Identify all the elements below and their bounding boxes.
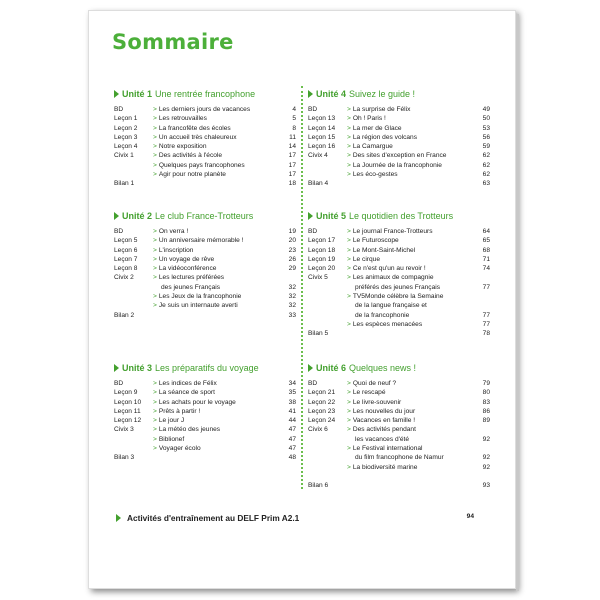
- page-number: 17: [288, 152, 296, 160]
- lesson-title: > La francofête des écoles: [153, 124, 231, 133]
- page-number: 17: [288, 171, 296, 179]
- lesson-label: BD: [114, 228, 124, 235]
- toc-row[interactable]: [308, 255, 490, 264]
- lesson-label: Leçon 1: [114, 115, 138, 123]
- lesson-label: Bilan 5: [308, 330, 329, 338]
- lesson-title: > La météo des jeunes: [153, 425, 220, 434]
- toc-row[interactable]: [114, 105, 296, 114]
- lesson-title: > Le jour J: [153, 416, 184, 425]
- unit-label: Unité 1: [122, 89, 153, 99]
- lesson-title: > Le Futuroscope: [347, 236, 399, 245]
- toc-row[interactable]: [308, 463, 490, 472]
- lesson-title: > Le Mont-Saint-Michel: [347, 246, 415, 255]
- unit-5: [308, 212, 490, 339]
- unit-heading[interactable]: [308, 364, 490, 376]
- toc-row: [308, 472, 490, 481]
- triangle-bullet-icon: [308, 212, 313, 220]
- page-number: 29: [288, 265, 296, 273]
- toc-row[interactable]: [308, 329, 490, 338]
- lesson-title: > La mer de Glace: [347, 124, 402, 133]
- column-divider: [301, 86, 303, 489]
- toc-row[interactable]: [308, 320, 490, 329]
- lesson-title: > La région des volcans: [347, 133, 417, 142]
- lesson-title: > Oh ! Paris !: [347, 114, 386, 123]
- page-number: 92: [482, 454, 490, 462]
- lesson-label: Bilan 6: [308, 482, 329, 490]
- lesson-title: du film francophone de Namur: [355, 454, 444, 462]
- unit-heading[interactable]: [114, 364, 296, 376]
- triangle-bullet-icon: [114, 364, 119, 372]
- unit-name: Le quotidien des Trotteurs: [349, 211, 454, 221]
- page-number: 78: [482, 330, 490, 338]
- toc-row[interactable]: [114, 133, 296, 142]
- lesson-title: > La séance de sport: [153, 388, 215, 397]
- toc-row[interactable]: [308, 435, 490, 444]
- lesson-label: Leçon 15: [308, 133, 336, 141]
- toc-row[interactable]: [308, 161, 490, 170]
- toc-row[interactable]: [308, 151, 490, 160]
- page-number: 23: [288, 246, 296, 254]
- toc-row[interactable]: [308, 425, 490, 434]
- lesson-title: > Les indices de Félix: [153, 379, 217, 388]
- page-number: 38: [288, 398, 296, 406]
- lesson-label: Leçon 17: [308, 237, 336, 245]
- lesson-title: les vacances d'été: [355, 435, 410, 443]
- toc-row[interactable]: [114, 425, 296, 434]
- triangle-bullet-icon: [114, 212, 119, 220]
- lesson-title: > Ce n'est qu'un au revoir !: [347, 264, 426, 273]
- lesson-title: > Vacances en famille !: [347, 416, 415, 425]
- lesson-title: > Les nouvelles du jour: [347, 407, 415, 416]
- toc-row[interactable]: [114, 379, 296, 388]
- unit-heading[interactable]: [308, 212, 490, 224]
- toc-row[interactable]: [308, 273, 490, 282]
- lesson-title: > Les derniers jours de vacances: [153, 105, 250, 114]
- toc-row[interactable]: [308, 227, 490, 236]
- triangle-bullet-icon: [308, 364, 313, 372]
- page-number: 77: [482, 311, 490, 319]
- toc-row[interactable]: [308, 124, 490, 133]
- lesson-label: Leçon 18: [308, 246, 336, 254]
- page-number: 47: [288, 435, 296, 443]
- toc-row[interactable]: [114, 246, 296, 255]
- lesson-title: > Quoi de neuf ?: [347, 379, 396, 388]
- lesson-title: > Quelques pays francophones: [153, 161, 245, 170]
- page-number: 34: [288, 380, 296, 387]
- lesson-label: BD: [114, 106, 124, 113]
- lesson-title: > La Camargue: [347, 142, 393, 151]
- lesson-label: Leçon 9: [114, 389, 138, 397]
- page-number: 32: [288, 283, 296, 291]
- lesson-label: Leçon 24: [308, 417, 336, 425]
- lesson-label: Leçon 6: [114, 246, 138, 254]
- page-number: 77: [482, 283, 490, 291]
- toc-row[interactable]: [114, 170, 296, 179]
- unit-3: [114, 364, 296, 463]
- page-number: 53: [482, 124, 490, 132]
- lesson-label: Leçon 10: [114, 398, 142, 406]
- triangle-bullet-icon: [308, 90, 313, 98]
- page-number: 44: [288, 417, 296, 425]
- lesson-title: > Les achats pour le voyage: [153, 398, 236, 407]
- toc-row[interactable]: [308, 444, 490, 453]
- toc-row[interactable]: [114, 273, 296, 282]
- lesson-label: Leçon 16: [308, 143, 336, 151]
- page-number: 71: [482, 255, 490, 263]
- toc-row[interactable]: [114, 161, 296, 170]
- delf-title: Activités d'entraînement au DELF Prim A2.1: [127, 513, 300, 523]
- toc-row[interactable]: [308, 236, 490, 245]
- lesson-label: Bilan 2: [114, 311, 135, 319]
- lesson-title: > Biblionef: [153, 435, 184, 444]
- lesson-title: > L'inscription: [153, 246, 193, 255]
- page-number: 62: [482, 161, 490, 169]
- toc-row[interactable]: [308, 246, 490, 255]
- toc-row[interactable]: [114, 407, 296, 416]
- lesson-title: > Le livre-souvenir: [347, 398, 401, 407]
- lesson-title: > Les éco-gestes: [347, 170, 398, 179]
- lesson-title: > Prêts à partir !: [153, 407, 200, 416]
- page-number: 47: [288, 426, 296, 434]
- page-number: 83: [482, 398, 490, 406]
- lesson-title: > Des activités pendant: [347, 425, 416, 434]
- unit-label: Unité 2: [122, 211, 153, 221]
- toc-row[interactable]: [114, 124, 296, 133]
- unit-name: Suivez le guide !: [349, 89, 416, 99]
- lesson-label: Bilan 1: [114, 180, 135, 188]
- page-number: 18: [288, 180, 296, 188]
- lesson-title: de la langue française et: [355, 302, 427, 310]
- lesson-title: > La vidéoconférence: [153, 264, 216, 273]
- page-number: 32: [288, 302, 296, 310]
- page-number: 50: [482, 115, 490, 123]
- lesson-label: Leçon 19: [308, 255, 336, 263]
- lesson-label: Civix 2: [114, 274, 134, 282]
- toc-row[interactable]: [114, 151, 296, 160]
- toc-row[interactable]: [308, 133, 490, 142]
- toc-row[interactable]: [308, 379, 490, 388]
- page-number: 86: [482, 407, 490, 415]
- lesson-title: préférés des jeunes Français: [355, 283, 441, 291]
- lesson-label: Leçon 13: [308, 115, 336, 123]
- toc-row[interactable]: [308, 179, 490, 188]
- lesson-label: BD: [308, 228, 318, 235]
- page-number: 65: [482, 237, 490, 245]
- unit-name: Les préparatifs du voyage: [155, 363, 259, 373]
- lesson-label: Bilan 4: [308, 180, 329, 188]
- toc-row[interactable]: [114, 398, 296, 407]
- toc-row[interactable]: [114, 444, 296, 453]
- lesson-label: BD: [114, 380, 124, 387]
- toc-row[interactable]: [308, 170, 490, 179]
- lesson-label: Leçon 20: [308, 265, 336, 273]
- lesson-title: > TV5Monde célèbre la Semaine: [347, 292, 443, 301]
- toc-row[interactable]: [308, 105, 490, 114]
- page-edge-shadow: [516, 14, 519, 591]
- page-number: 56: [482, 133, 490, 141]
- unit-name: Quelques news !: [349, 363, 417, 373]
- page-number: 79: [482, 380, 490, 387]
- lesson-title: > La Journée de la francophonie: [347, 161, 442, 170]
- page-number: 68: [482, 246, 490, 254]
- toc-row[interactable]: [114, 292, 296, 301]
- page-number: 33: [288, 311, 296, 319]
- lesson-label: Civix 1: [114, 152, 134, 160]
- page-number: 80: [482, 389, 490, 397]
- lesson-title: > La biodiversité marine: [347, 463, 417, 472]
- toc-row[interactable]: [308, 311, 490, 320]
- toc-row[interactable]: [114, 142, 296, 151]
- toc-row[interactable]: [114, 453, 296, 462]
- delf-entry[interactable]: [116, 513, 474, 525]
- page-number: 11: [289, 133, 296, 141]
- page-number: 63: [482, 180, 490, 188]
- lesson-label: BD: [308, 106, 318, 113]
- toc-row[interactable]: [114, 283, 296, 292]
- toc-row[interactable]: [114, 236, 296, 245]
- toc-row[interactable]: [308, 453, 490, 462]
- toc-row[interactable]: [308, 283, 490, 292]
- page-number: 41: [288, 407, 296, 415]
- toc-row[interactable]: [308, 481, 490, 490]
- page-number: 48: [288, 454, 296, 462]
- toc-row[interactable]: [308, 142, 490, 151]
- lesson-label: Leçon 7: [114, 255, 138, 263]
- triangle-bullet-icon: [116, 514, 121, 522]
- lesson-title: > Un voyage de rêve: [153, 255, 214, 264]
- page-number: 35: [288, 389, 296, 397]
- lesson-label: Leçon 4: [114, 143, 138, 151]
- page-number: 59: [482, 143, 490, 151]
- lesson-title: > Un anniversaire mémorable !: [153, 236, 244, 245]
- page-number: 32: [288, 293, 296, 301]
- page-number: 62: [482, 171, 490, 179]
- toc-row[interactable]: [114, 388, 296, 397]
- unit-4: [308, 90, 490, 189]
- unit-2: [114, 212, 296, 320]
- page-number: 8: [292, 124, 296, 132]
- toc-row[interactable]: [114, 264, 296, 273]
- page-number: 93: [482, 482, 490, 490]
- lesson-label: BD: [308, 380, 318, 387]
- unit-6: [308, 364, 490, 491]
- toc-row[interactable]: [114, 301, 296, 310]
- toc-row[interactable]: [308, 301, 490, 310]
- lesson-label: Bilan 3: [114, 454, 135, 462]
- lesson-title: > Le Festival international: [347, 444, 423, 453]
- lesson-label: Civix 3: [114, 426, 134, 434]
- lesson-title: > Je suis un internaute averti: [153, 301, 238, 310]
- page-title: Sommaire: [112, 30, 234, 54]
- page-number: 74: [482, 265, 490, 273]
- unit-1: [114, 90, 296, 189]
- toc-row[interactable]: [114, 179, 296, 188]
- lesson-label: Leçon 12: [114, 417, 142, 425]
- lesson-label: Leçon 23: [308, 407, 336, 415]
- lesson-title: des jeunes Français: [161, 283, 221, 291]
- toc-row[interactable]: [308, 407, 490, 416]
- lesson-title: > On verra !: [153, 227, 188, 236]
- triangle-bullet-icon: [114, 90, 119, 98]
- lesson-title: > Voyager écolo: [153, 444, 201, 453]
- lesson-label: Leçon 5: [114, 237, 138, 245]
- toc-row[interactable]: [308, 388, 490, 397]
- lesson-label: Leçon 8: [114, 265, 138, 273]
- lesson-title: > Les Jeux de la francophonie: [153, 292, 241, 301]
- page-number: 17: [288, 161, 296, 169]
- lesson-title: > Des activités à l'école: [153, 151, 222, 160]
- page-number: 77: [482, 320, 490, 328]
- page-number: 92: [482, 463, 490, 471]
- page-number: 5: [292, 115, 296, 123]
- toc-row[interactable]: [114, 435, 296, 444]
- page-number: 14: [288, 143, 296, 151]
- lesson-label: Leçon 2: [114, 124, 138, 132]
- unit-label: Unité 4: [316, 89, 347, 99]
- lesson-title: > Agir pour notre planète: [153, 170, 226, 179]
- unit-label: Unité 6: [316, 363, 347, 373]
- toc-row[interactable]: [114, 114, 296, 123]
- toc-row[interactable]: [308, 292, 490, 301]
- page-number: 20: [288, 237, 296, 245]
- lesson-title: > Les retrouvailles: [153, 114, 207, 123]
- unit-name: Une rentrée francophone: [155, 89, 256, 99]
- lesson-title: > Le rescapé: [347, 388, 385, 397]
- toc-row[interactable]: [308, 114, 490, 123]
- lesson-title: > Les animaux de compagnie: [347, 273, 434, 282]
- page-number: 92: [482, 435, 490, 443]
- lesson-title: > La surprise de Félix: [347, 105, 410, 114]
- page-number: 47: [288, 445, 296, 453]
- toc-row[interactable]: [308, 416, 490, 425]
- lesson-label: Leçon 14: [308, 124, 336, 132]
- unit-heading[interactable]: [114, 212, 296, 224]
- unit-name: Le club France-Trotteurs: [155, 211, 254, 221]
- unit-heading[interactable]: [308, 90, 490, 102]
- lesson-title: > Notre exposition: [153, 142, 207, 151]
- toc-row[interactable]: [114, 416, 296, 425]
- lesson-title: > Le journal France-Trotteurs: [347, 227, 433, 236]
- lesson-title: > Des sites d'exception en France: [347, 151, 446, 160]
- delf-page: 94: [466, 513, 474, 520]
- lesson-label: Civix 4: [308, 152, 328, 160]
- page-number: 19: [288, 228, 296, 235]
- lesson-label: Leçon 3: [114, 133, 138, 141]
- toc-row[interactable]: [114, 255, 296, 264]
- lesson-label: Civix 5: [308, 274, 328, 282]
- page-number: 49: [482, 106, 490, 113]
- lesson-title: > Les lectures préférées: [153, 273, 224, 282]
- lesson-label: Leçon 11: [114, 407, 141, 415]
- lesson-label: Leçon 21: [308, 389, 336, 397]
- toc-row[interactable]: [114, 311, 296, 320]
- lesson-title: > Un accueil très chaleureux: [153, 133, 237, 142]
- page-number: 89: [482, 417, 490, 425]
- page-number: 62: [482, 152, 490, 160]
- page-number: 4: [292, 106, 296, 113]
- toc-row[interactable]: [308, 264, 490, 273]
- lesson-label: Leçon 22: [308, 398, 336, 406]
- toc-row[interactable]: [308, 398, 490, 407]
- lesson-label: Civix 6: [308, 426, 328, 434]
- unit-label: Unité 3: [122, 363, 153, 373]
- page-number: 26: [288, 255, 296, 263]
- toc-row[interactable]: [114, 227, 296, 236]
- unit-heading[interactable]: [114, 90, 296, 102]
- lesson-title: de la francophonie: [355, 311, 410, 319]
- lesson-title: > Le cirque: [347, 255, 380, 264]
- unit-label: Unité 5: [316, 211, 347, 221]
- lesson-title: > Les espèces menacées: [347, 320, 422, 329]
- page-number: 64: [482, 228, 490, 235]
